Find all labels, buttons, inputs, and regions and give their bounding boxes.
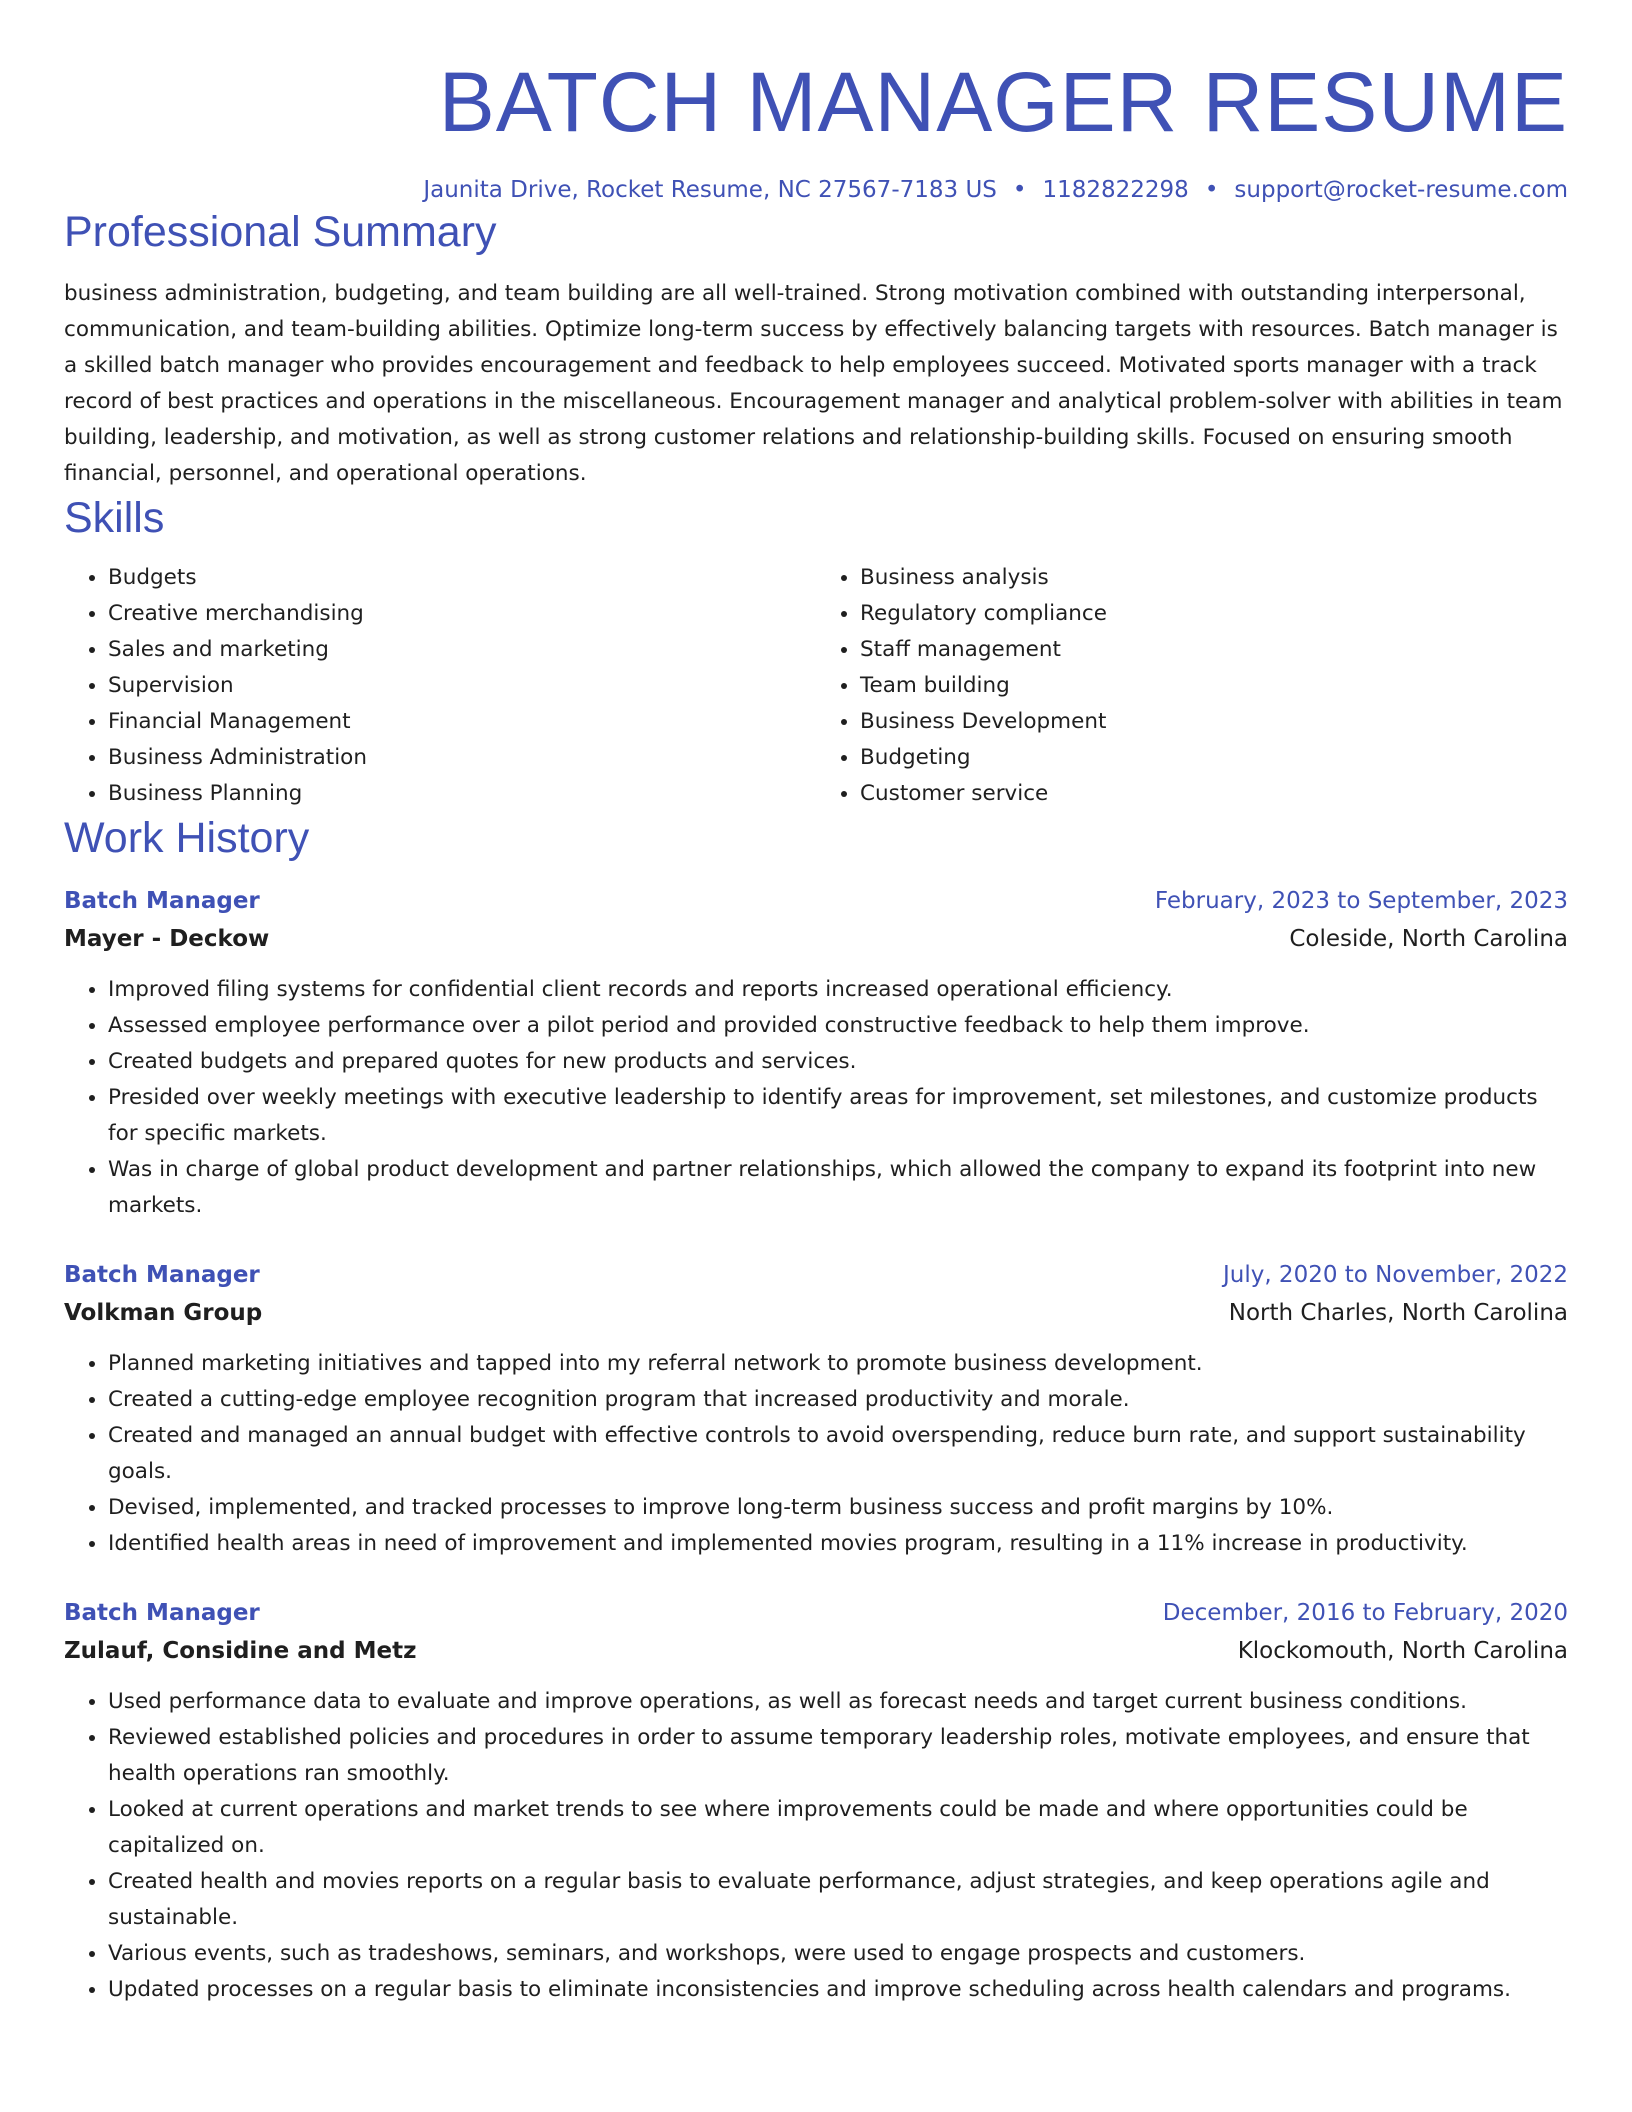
job-bullets (64, 972, 1568, 1224)
job-title: Batch Manager (64, 1262, 260, 1288)
job-bullets (64, 1346, 1568, 1562)
skills-column-left (64, 560, 816, 812)
job-bullet: • Assessed employee performance over a pilot period and provided constructive feedback to help them improve. (108, 1008, 1568, 1044)
job-entry (64, 1594, 1568, 2008)
job-bullet: • Updated processes on a regular basis to eliminate inconsistencies and improve scheduling across health calendars and programs. (108, 1972, 1568, 2008)
job-dates: July, 2020 to November, 2022 (1222, 1262, 1568, 1288)
job-title: Batch Manager (64, 1600, 260, 1626)
job-company: Volkman Group (64, 1300, 263, 1326)
skill-item: • Regulatory compliance (860, 596, 1568, 632)
skill-item: • Sales and marketing (108, 632, 816, 668)
job-bullet: • Reviewed established policies and procedures in order to assume temporary leadership roles, motivate employees, and ensure that health operations ran smoothly. (108, 1720, 1568, 1792)
job-title: Batch Manager (64, 888, 260, 914)
work-history-heading: Work History (64, 814, 310, 862)
job-company-row (64, 1632, 1568, 1670)
resume-title: BATCH MANAGER RESUME (438, 55, 1568, 149)
email-link[interactable]: support@rocket-resume.com (1234, 177, 1568, 203)
job-title-row (64, 1256, 1568, 1294)
skill-item: • Budgets (108, 560, 816, 596)
skill-item: • Staff management (860, 632, 1568, 668)
job-bullet: • Created a cutting-edge employee recognition program that increased productivity and morale. (108, 1382, 1568, 1418)
job-dates: February, 2023 to September, 2023 (1154, 888, 1568, 914)
skill-item: • Business analysis (860, 560, 1568, 596)
separator-dot: • (1204, 177, 1219, 203)
job-bullet: • Various events, such as tradeshows, seminars, and workshops, were used to engage prospects and customers. (108, 1936, 1568, 1972)
job-bullet: • Used performance data to evaluate and improve operations, as well as forecast needs and target current business conditions. (108, 1684, 1568, 1720)
skill-item: • Business Administration (108, 740, 816, 776)
job-bullet: • Was in charge of global product development and partner relationships, which allowed the company to expand its footprint into new markets. (108, 1152, 1568, 1224)
job-bullet: • Devised, implemented, and tracked processes to improve long-term business success and profit margins by 10%. (108, 1490, 1568, 1526)
skill-item: • Budgeting (860, 740, 1568, 776)
job-title-row (64, 882, 1568, 920)
job-bullet: • Created and managed an annual budget with effective controls to avoid overspending, reduce burn rate, and support sustainability goals. (108, 1418, 1568, 1490)
job-bullet: • Presided over weekly meetings with executive leadership to identify areas for improvement, set milestones, and customize products for specific markets. (108, 1080, 1568, 1152)
job-company-row (64, 1294, 1568, 1332)
job-bullets (64, 1684, 1568, 2008)
skill-item: • Financial Management (108, 704, 816, 740)
separator-dot: • (1012, 177, 1027, 203)
skills-column-right (816, 560, 1568, 812)
job-title-row (64, 1594, 1568, 1632)
skills-heading: Skills (64, 494, 165, 542)
skill-item: • Supervision (108, 668, 816, 704)
resume-header (64, 0, 1568, 206)
job-location: Coleside, North Carolina (1289, 926, 1568, 952)
job-location: Klockomouth, North Carolina (1237, 1638, 1568, 1664)
job-bullet: • Improved filing systems for confidential client records and reports increased operational efficiency. (108, 972, 1568, 1008)
job-bullet: • Planned marketing initiatives and tapped into my referral network to promote business development. (108, 1346, 1568, 1382)
skill-item: • Business Planning (108, 776, 816, 812)
job-location: North Charles, North Carolina (1228, 1300, 1568, 1326)
job-bullet: • Looked at current operations and market trends to see where improvements could be made and where opportunities could be capitalized on. (108, 1792, 1568, 1864)
phone-text: 1182822298 (1042, 177, 1189, 203)
job-bullet: • Created budgets and prepared quotes for new products and services. (108, 1044, 1568, 1080)
summary-text: business administration, budgeting, and team building are all well-trained. Strong motivation combined with outstanding interpersonal, communication, and team-building abilities. Optimize long-term success by effectively balancing targets with resources. Batch manager is a skilled batch manager who provides encouragement and feedback to help employees succeed. Motivated sports manager with a track record of best practices and operations in the miscellaneous. Encouragement manager and analytical problem-solver with abilities in team building, leadership, and motivation, as well as strong customer relations and relationship-building skills. Focused on ensuring smooth financial, personnel, and operational operations. (64, 281, 1563, 486)
skill-item: • Customer service (860, 776, 1568, 812)
address-text: Jaunita Drive, Rocket Resume, NC 27567-7183 US (423, 177, 997, 203)
job-entry (64, 882, 1568, 1224)
job-company-row (64, 920, 1568, 958)
summary-heading: Professional Summary (64, 208, 497, 256)
job-dates: December, 2016 to February, 2020 (1162, 1600, 1568, 1626)
skills-list (64, 560, 1568, 812)
job-bullet: • Created health and movies reports on a regular basis to evaluate performance, adjust strategies, and keep operations agile and sustainable. (108, 1864, 1568, 1936)
skill-item: • Creative merchandising (108, 596, 816, 632)
skill-item: • Team building (860, 668, 1568, 704)
job-company: Zulauf, Considine and Metz (64, 1638, 417, 1664)
job-bullet: • Identified health areas in need of improvement and implemented movies program, resulting in a 11% increase in productivity. (108, 1526, 1568, 1562)
job-company: Mayer - Deckow (64, 926, 270, 952)
skill-item: • Business Development (860, 704, 1568, 740)
contact-line (64, 174, 1568, 206)
job-entry (64, 1256, 1568, 1562)
